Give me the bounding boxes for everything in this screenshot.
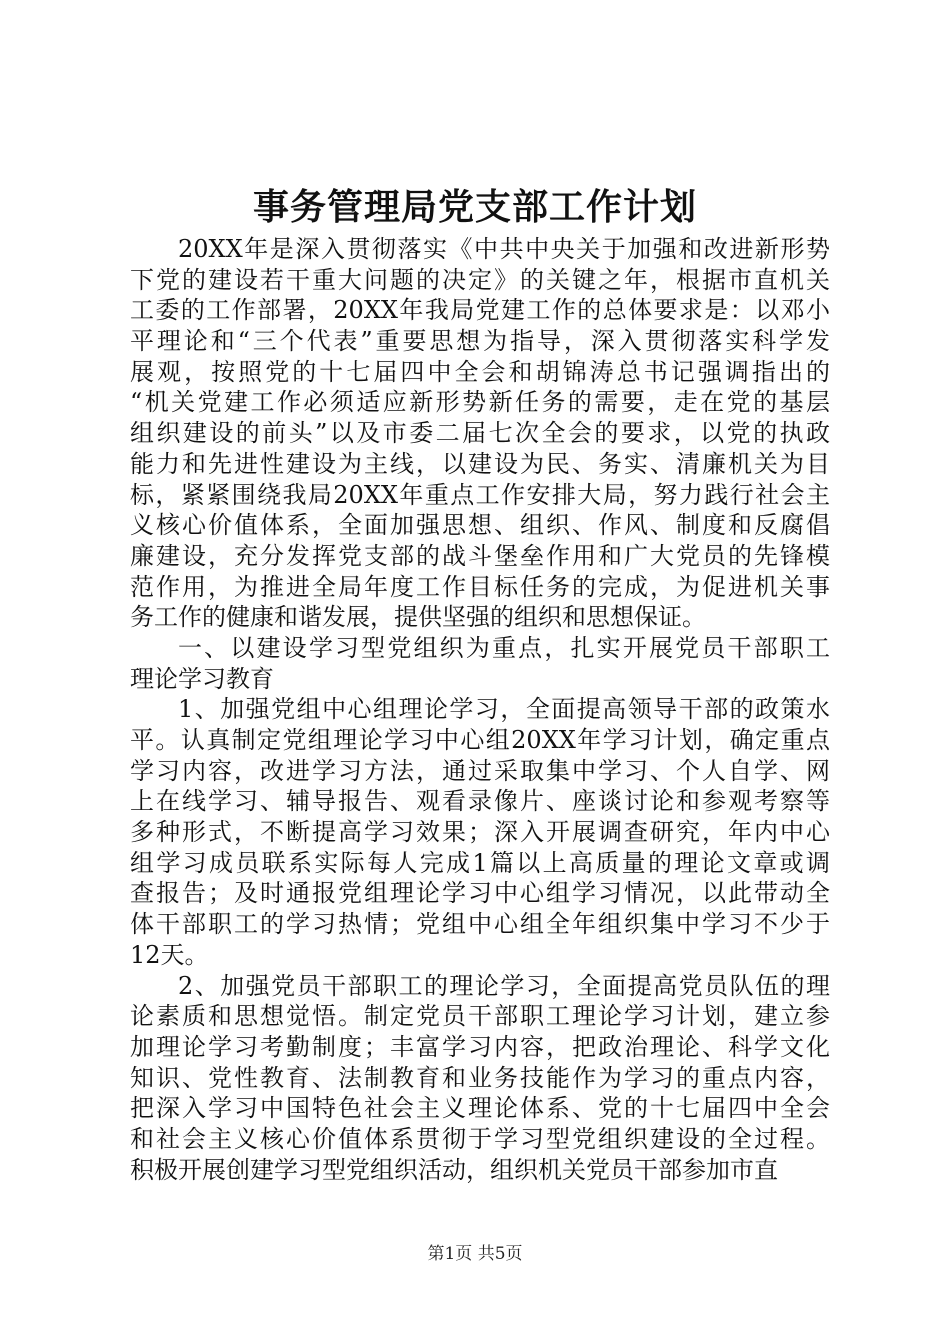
paragraph-line: 1、加强党组中心组理论学习，全面提高领导干部的政策水 bbox=[178, 695, 830, 724]
paragraph-line: 2、加强党员干部职工的理论学习，全面提高党员队伍的理 bbox=[178, 971, 830, 1000]
paragraph-line: 把深入学习中国特色社会主义理论体系、党的十七届四中全会 bbox=[130, 1094, 830, 1123]
paragraph-line: 廉建设，充分发挥党支部的战斗堡垒作用和广大党员的先锋模 bbox=[130, 541, 830, 570]
paragraph-line: 加理论学习考勤制度；丰富学习内容，把政治理论、科学文化 bbox=[130, 1032, 830, 1061]
paragraph-line: 务工作的健康和谐发展，提供坚强的组织和思想保证。 bbox=[130, 603, 706, 632]
page-footer: 第1页 共5页 bbox=[427, 1244, 523, 1264]
paragraph-line: 多种形式，不断提高学习效果；深入开展调查研究，年内中心 bbox=[130, 818, 830, 847]
paragraph-line: “机关党建工作必须适应新形势新任务的需要，走在党的基层 bbox=[130, 388, 830, 417]
paragraph-line: 能力和先进性建设为主线，以建设为民、务实、清廉机关为目 bbox=[130, 449, 830, 478]
paragraph-line: 工委的工作部署，20XX年我局党建工作的总体要求是：以邓小 bbox=[130, 296, 830, 325]
paragraph-line: 20XX年是深入贯彻落实《中共中央关于加强和改进新形势 bbox=[178, 235, 830, 263]
document-title: 事务管理局党支部工作计划 bbox=[252, 186, 697, 228]
paragraph-line: 和社会主义核心价值体系贯彻于学习型党组织建设的全过程。 bbox=[130, 1124, 830, 1153]
document-body bbox=[130, 234, 830, 1185]
paragraph-line: 12天。 bbox=[130, 940, 209, 969]
paragraph-line: 下党的建设若干重大问题的决定》的关键之年，根据市直机关 bbox=[130, 265, 830, 294]
paragraph-line: 范作用，为推进全局年度工作目标任务的完成，为促进机关事 bbox=[130, 572, 830, 601]
paragraph-line: 体干部职工的学习热情；党组中心组全年组织集中学习不少于 bbox=[130, 910, 830, 939]
paragraph-line: 组织建设的前头”以及市委二届七次全会的要求，以党的执政 bbox=[130, 419, 830, 448]
paragraph-line: 一、以建设学习型党组织为重点，扎实开展党员干部职工 bbox=[178, 633, 830, 662]
paragraph-line: 理论学习教育 bbox=[130, 664, 274, 693]
paragraph-line: 知识、党性教育、法制教育和业务技能作为学习的重点内容， bbox=[130, 1063, 830, 1092]
paragraph-line: 标，紧紧围绕我局20XX年重点工作安排大局，努力践行社会主 bbox=[130, 480, 830, 509]
paragraph bbox=[130, 234, 830, 633]
paragraph-line: 平理论和“三个代表”重要思想为指导，深入贯彻落实科学发 bbox=[130, 327, 830, 356]
paragraph-line: 义核心价值体系，全面加强思想、组织、作风、制度和反腐倡 bbox=[130, 511, 830, 540]
paragraph-line: 查报告；及时通报党组理论学习中心组学习情况，以此带动全 bbox=[130, 879, 830, 908]
paragraph-line: 平。认真制定党组理论学习中心组20XX年学习计划，确定重点 bbox=[130, 726, 830, 754]
paragraph-line: 上在线学习、辅导报告、观看录像片、座谈讨论和参观考察等 bbox=[130, 787, 830, 816]
paragraph bbox=[130, 633, 830, 694]
paragraph-line: 学习内容，改进学习方法，通过采取集中学习、个人自学、网 bbox=[130, 756, 830, 785]
paragraph bbox=[130, 971, 830, 1186]
paragraph bbox=[130, 694, 830, 970]
paragraph-line: 展观，按照党的十七届四中全会和胡锦涛总书记强调指出的 bbox=[130, 357, 830, 386]
paragraph-line: 组学习成员联系实际每人完成1篇以上高质量的理论文章或调 bbox=[130, 848, 830, 877]
paragraph-line: 积极开展创建学习型党组织活动，组织机关党员干部参加市直 bbox=[130, 1155, 778, 1184]
paragraph-line: 论素质和思想觉悟。制定党员干部职工理论学习计划，建立参 bbox=[130, 1002, 830, 1031]
